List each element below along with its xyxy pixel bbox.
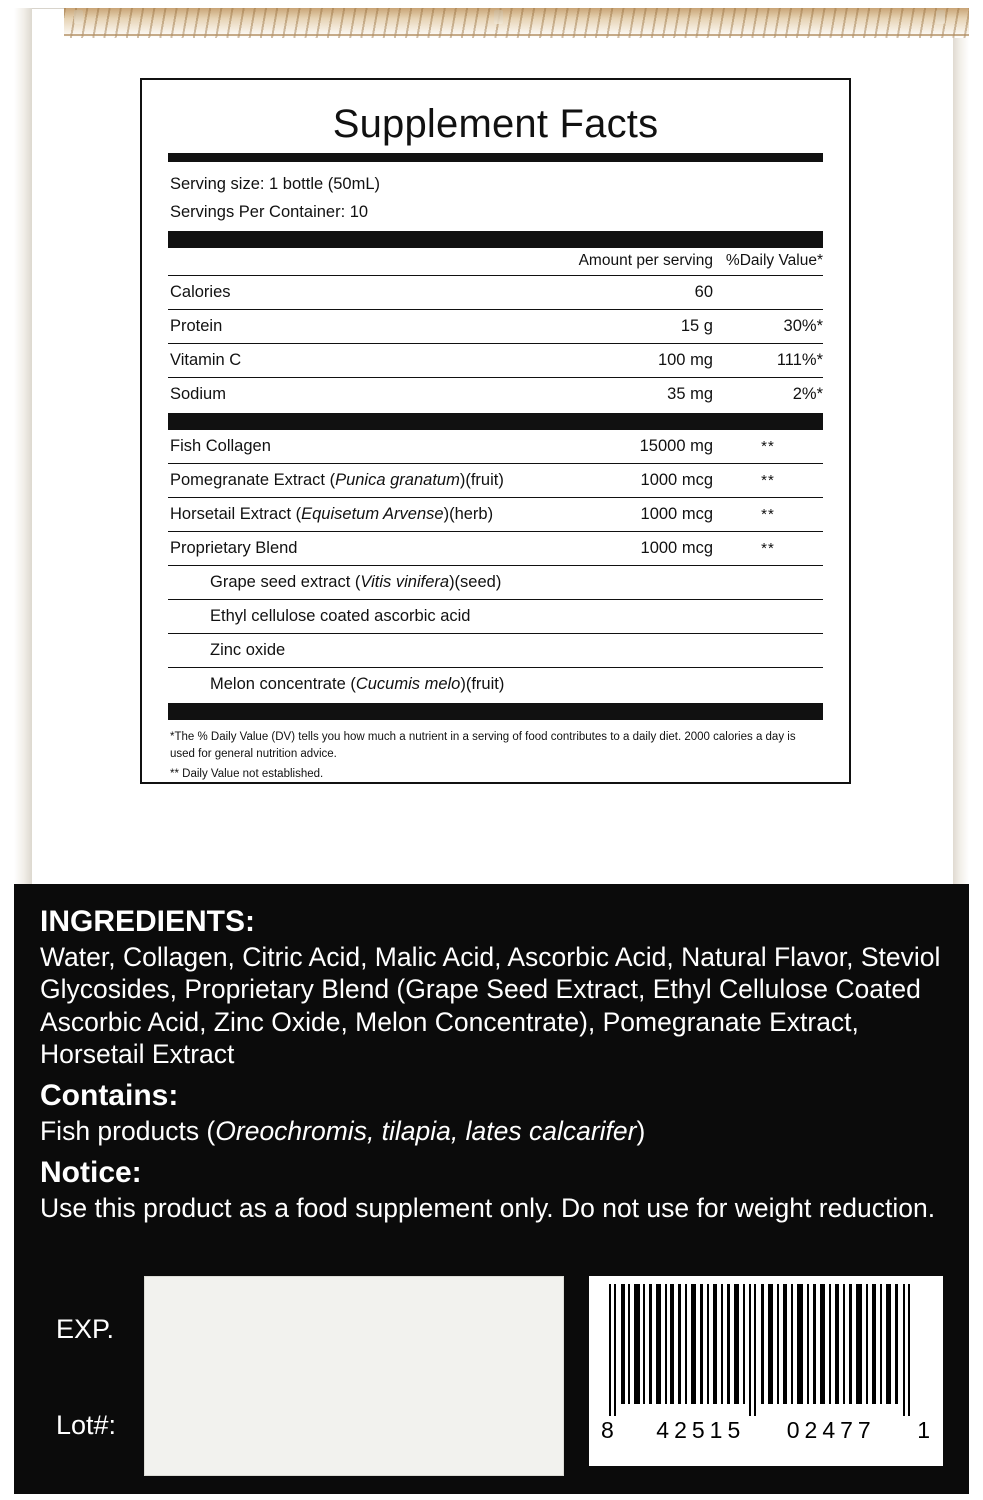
ingredient-amount: 1000 mcg bbox=[518, 498, 713, 532]
ingredients-amounts-table bbox=[168, 430, 823, 701]
blend-item bbox=[168, 600, 823, 634]
ingredient-dv: ** bbox=[713, 498, 823, 532]
gold-band bbox=[14, 794, 969, 884]
carton-top-flap bbox=[64, 8, 969, 38]
barcode bbox=[589, 1276, 943, 1466]
flap-fold-line bbox=[64, 34, 969, 36]
nutrient-amount: 15 g bbox=[518, 310, 713, 344]
ingredient-name-latin: Equisetum Arvense bbox=[301, 505, 444, 524]
barcode-right-digit: 1 bbox=[917, 1417, 931, 1443]
blend-item-plain: Grape seed extract ( bbox=[210, 573, 361, 592]
footnote-not-established: ** Daily Value not established. bbox=[170, 768, 324, 781]
ingredient-amount: 15000 mg bbox=[518, 430, 713, 464]
supplement-facts-title: Supplement Facts bbox=[332, 102, 659, 146]
nutrient-dv: 111%* bbox=[713, 344, 823, 378]
ingredient-name-tail: )(herb) bbox=[443, 505, 494, 524]
carton-body bbox=[14, 8, 969, 1494]
contains-species: Oreochromis, tilapia, lates calcarifer bbox=[215, 1116, 637, 1147]
flap-nick bbox=[494, 10, 503, 24]
blend-item bbox=[168, 634, 823, 668]
lot-label: Lot#: bbox=[56, 1410, 117, 1440]
header-amount-per-serving: Amount per serving bbox=[518, 248, 713, 276]
barcode-left-digit: 8 bbox=[601, 1417, 615, 1443]
ingredient-amount: 1000 mcg bbox=[518, 464, 713, 498]
blend-item-plain: Zinc oxide bbox=[210, 641, 286, 660]
barcode-group-2: 02477 bbox=[786, 1417, 876, 1443]
barcode-bars bbox=[599, 1284, 933, 1416]
table-row bbox=[168, 532, 823, 566]
ingredient-name-plain: Pomegranate Extract ( bbox=[170, 471, 336, 490]
rule-heavy-mid-2 bbox=[168, 413, 823, 430]
ingredient-name-tail: )(fruit) bbox=[459, 471, 504, 490]
table-row bbox=[168, 430, 823, 464]
header-daily-value: %Daily Value* bbox=[713, 248, 823, 276]
blend-item-latin: Cucumis melo bbox=[355, 675, 461, 694]
nutrient-name: Sodium bbox=[170, 385, 226, 404]
table-row-blend-item bbox=[168, 668, 823, 702]
table-row-blend-item bbox=[168, 566, 823, 600]
nutrient-amount: 100 mg bbox=[518, 344, 713, 378]
nutrient-name: Vitamin C bbox=[168, 344, 518, 378]
supplement-facts-table bbox=[168, 248, 823, 411]
table-row bbox=[168, 310, 823, 344]
nutrient-name: Protein bbox=[168, 310, 518, 344]
flap-nick bbox=[74, 10, 83, 24]
exp-lot-write-area bbox=[144, 1276, 564, 1476]
rule-heavy-top bbox=[168, 153, 823, 162]
table-row-blend-item bbox=[168, 600, 823, 634]
servings-per-container-line: Servings Per Container: 10 bbox=[170, 202, 369, 221]
rule-heavy-mid bbox=[168, 231, 823, 248]
table-row bbox=[168, 344, 823, 378]
header-blank bbox=[168, 248, 518, 276]
serving-size-line: Serving size: 1 bottle (50mL) bbox=[170, 175, 381, 193]
ingredient-name: Fish Collagen bbox=[168, 430, 518, 464]
ingredient-name bbox=[168, 464, 518, 498]
table-row-blend-item bbox=[168, 634, 823, 668]
table-row bbox=[168, 378, 823, 412]
nutrient-amount: 60 bbox=[518, 276, 713, 310]
ingredient-dv: ** bbox=[713, 532, 823, 566]
rule-heavy-bottom bbox=[168, 703, 823, 720]
table-row bbox=[168, 464, 823, 498]
nutrient-dv: 30%* bbox=[713, 310, 823, 344]
blend-item-tail: )(seed) bbox=[449, 573, 502, 592]
contains-tail: ) bbox=[636, 1116, 646, 1147]
barcode-group-1: 42515 bbox=[656, 1417, 746, 1443]
nutrient-dv: 2%* bbox=[792, 385, 823, 404]
contains-body bbox=[40, 1115, 943, 1147]
contains-heading: Contains: bbox=[40, 1078, 179, 1112]
table-row bbox=[168, 498, 823, 532]
notice-heading: Notice: bbox=[40, 1156, 142, 1190]
blend-item bbox=[168, 566, 823, 600]
ingredient-dv: ** bbox=[713, 464, 823, 498]
nutrient-amount: 35 mg bbox=[667, 385, 713, 404]
ingredients-heading: INGREDIENTS: bbox=[40, 905, 256, 938]
ingredients-body: Water, Collagen, Citric Acid, Malic Acid, Ascorbic Acid, Natural Flavor, Steviol Glycosides, Proprietary Blend (Grape Seed Extract, Ethyl Cellulose Coated Ascorbic Acid, Zinc Oxide, Melon Concentrate), Pomegranate Extract, Horsetail Extract bbox=[40, 942, 941, 1069]
ingredient-amount: 1000 mcg bbox=[518, 532, 713, 566]
blend-item-plain: Ethyl cellulose coated ascorbic acid bbox=[210, 607, 471, 626]
blend-item-plain: Melon concentrate ( bbox=[210, 675, 356, 694]
blend-item bbox=[168, 668, 823, 702]
ingredient-name-latin: Punica granatum bbox=[335, 471, 460, 490]
footnote-daily-value: *The % Daily Value (DV) tells you how much a nutrient in a serving of food contributes to a daily diet. 2000 calories a day is used for general nutrition advice. bbox=[170, 731, 796, 760]
ingredient-name: Proprietary Blend bbox=[168, 532, 518, 566]
ingredient-name bbox=[168, 498, 518, 532]
exp-lot-barcode-row bbox=[40, 1276, 943, 1476]
nutrient-name: Calories bbox=[168, 276, 518, 310]
black-info-panel bbox=[14, 884, 969, 1494]
table-row bbox=[168, 276, 823, 310]
ingredient-dv: ** bbox=[713, 430, 823, 464]
barcode-digits bbox=[599, 1416, 933, 1444]
ingredient-name-plain: Horsetail Extract ( bbox=[170, 505, 302, 524]
contains-plain: Fish products ( bbox=[40, 1116, 216, 1147]
notice-body: Use this product as a food supplement only. Do not use for weight reduction. bbox=[40, 1193, 936, 1224]
blend-item-tail: )(fruit) bbox=[460, 675, 505, 694]
supplement-facts-panel bbox=[140, 78, 851, 784]
nutrient-dv bbox=[713, 276, 823, 310]
exp-label: EXP. bbox=[56, 1314, 115, 1344]
table-header-row bbox=[168, 248, 823, 276]
blend-item-latin: Vitis vinifera bbox=[360, 573, 450, 592]
flap-nick bbox=[936, 10, 945, 24]
